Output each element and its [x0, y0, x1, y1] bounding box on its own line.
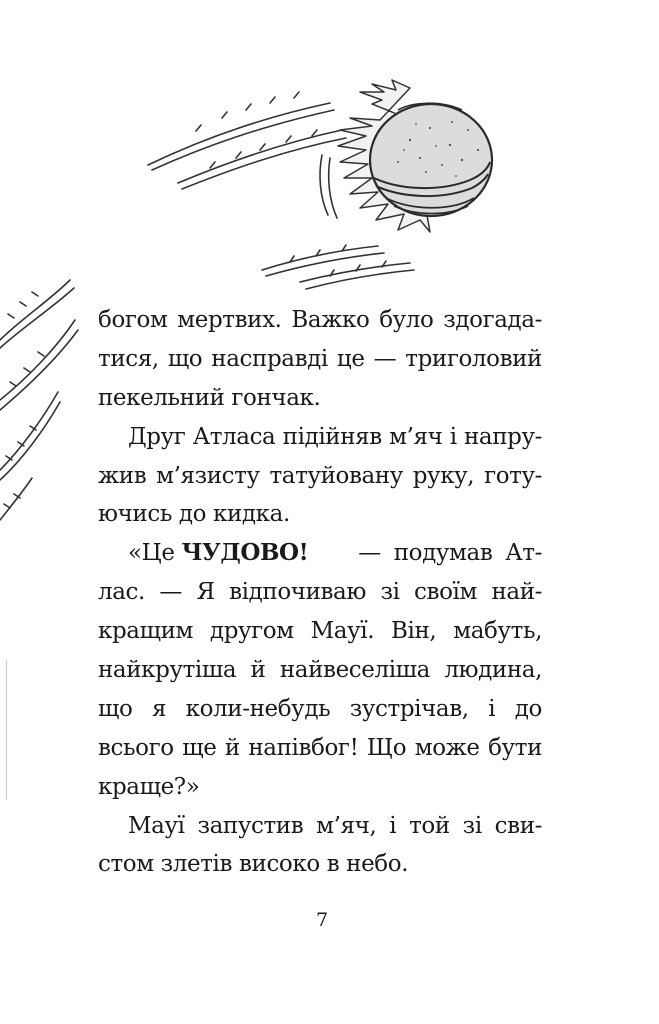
quote-rest-text: — подумав Ат-: [345, 540, 542, 567]
text-line: Мауї запустив м’яч, і той зі сви-: [128, 812, 542, 839]
flame-trail-icon: [338, 80, 430, 232]
text-line: всього ще й напівбог! Що може бути: [98, 734, 542, 761]
text-line: що я коли-небудь зустрічав, і до: [98, 695, 542, 722]
page-number: 7: [315, 909, 329, 931]
text-line: стом злетів високо в небо.: [98, 851, 409, 878]
quote-open-text: «Це: [128, 540, 182, 567]
body-text: [98, 301, 542, 884]
text-line: кращим другом Мауї. Він, мабуть,: [98, 618, 542, 645]
emphasis-text: ЧУДОВО!: [181, 539, 309, 567]
text-line: найкрутіша й найвеселіша людина,: [98, 657, 542, 684]
speed-lines-icon: [148, 92, 414, 289]
text-line: лас. — Я відпочиваю зі своїм най-: [98, 579, 542, 606]
text-line: жив м’язисту татуйовану руку, готу-: [98, 462, 542, 489]
text-line: пекельний гончак.: [98, 384, 321, 411]
text-line-mixed: [98, 534, 542, 573]
text-line: богом мертвих. Важко було здогада-: [98, 307, 542, 333]
page-edge-divider: [0, 660, 7, 800]
text-line: ючись до кидка.: [98, 501, 290, 528]
text-line: Друг Атласа підійняв м’яч і напру-: [128, 423, 542, 450]
left-motion-lines-icon: [0, 280, 78, 520]
text-line: тися, що насправді це — триголовий: [98, 345, 542, 372]
tennis-ball-icon: [370, 103, 492, 216]
text-line: краще?»: [98, 773, 200, 800]
